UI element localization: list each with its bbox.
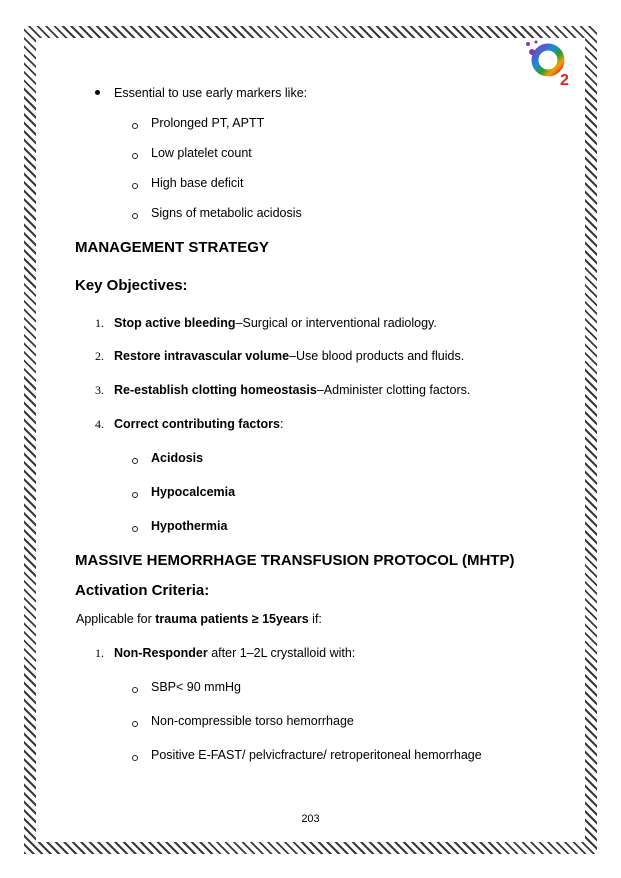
list-item: Re-establish clotting homeostasis–Administer clotting factors. <box>114 383 471 397</box>
list-item: Non-compressible torso hemorrhage <box>151 714 354 728</box>
list-item: Non-Responder after 1–2L crystalloid with: <box>114 646 356 660</box>
circle-bullet-icon <box>132 755 138 761</box>
svg-text:2: 2 <box>560 72 569 88</box>
list-item: Stop active bleeding–Surgical or interventional radiology. <box>114 316 437 330</box>
list-number: 3. <box>95 383 104 397</box>
page-number: 203 <box>301 813 320 825</box>
list-number: 1. <box>95 316 104 330</box>
circle-bullet-icon <box>132 721 138 727</box>
list-number: 4. <box>95 417 104 431</box>
list-item: Hypocalcemia <box>151 485 236 499</box>
sub-heading: Activation Criteria: <box>75 582 210 599</box>
section-heading: MANAGEMENT STRATEGY <box>75 239 269 256</box>
circle-bullet-icon <box>132 458 138 464</box>
early-markers-intro: Essential to use early markers like: <box>114 86 308 100</box>
bullet-icon <box>95 90 100 95</box>
circle-bullet-icon <box>132 183 138 189</box>
circle-bullet-icon <box>132 526 138 532</box>
list-item: Hypothermia <box>151 519 228 533</box>
list-number: 1. <box>95 646 104 660</box>
list-item: Acidosis <box>151 451 204 465</box>
list-item: High base deficit <box>151 176 244 190</box>
list-item: Prolonged PT, APTT <box>151 116 265 130</box>
circle-bullet-icon <box>132 123 138 129</box>
list-item: Low platelet count <box>151 146 252 160</box>
section-heading: MASSIVE HEMORRHAGE TRANSFUSION PROTOCOL (MHTP) <box>75 552 515 569</box>
sub-heading: Key Objectives: <box>75 277 188 294</box>
list-item: Signs of metabolic acidosis <box>151 206 302 220</box>
circle-bullet-icon <box>132 153 138 159</box>
list-item: Positive E-FAST/ pelvicfracture/ retroperitoneal hemorrhage <box>151 748 482 762</box>
list-item: SBP< 90 mmHg <box>151 680 241 694</box>
list-number: 2. <box>95 349 104 363</box>
circle-bullet-icon <box>132 213 138 219</box>
list-item: Restore intravascular volume–Use blood products and fluids. <box>114 349 465 363</box>
list-item: Correct contributing factors: <box>114 417 284 431</box>
circle-bullet-icon <box>132 687 138 693</box>
circle-bullet-icon <box>132 492 138 498</box>
applicable-text: Applicable for trauma patients ≥ 15years if: <box>76 612 322 626</box>
